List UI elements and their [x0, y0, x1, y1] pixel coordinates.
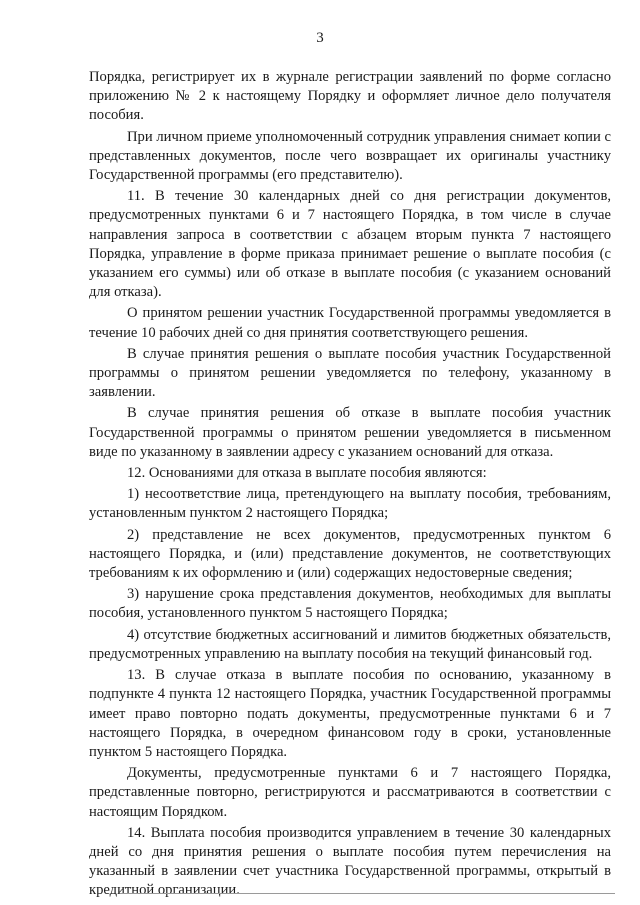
paragraph-ground-3: 3) нарушение срока представления документов, необходимых для выплаты пособия, установленного пунктом 5 настоящего Порядка;	[89, 586, 611, 622]
paragraph-refusal-notice: В случае принятия решения об отказе в выплате пособия участник Государственной программы о принятом решении уведомляется в письменном виде по указанному в заявлении адресу с указанием оснований для отказа.	[89, 405, 611, 460]
paragraph-personal-reception: При личном приеме уполномоченный сотрудник управления снимает копии с представленных документов, после чего возвращает их оригиналы участнику Государственной программы (его представителю).	[89, 128, 611, 184]
paragraph-item-13: 13. В случае отказа в выплате пособия по основанию, указанному в подпункте 4 пункта 12 настоящего Порядка, участник Государственной программы имеет право повторно подать документы, предусмотренные пунктами 6 и 7 настоящего Порядка, в очередном финансовом году в сроки, установленные пунктом 5 настоящего Порядка.	[89, 667, 611, 760]
paragraph-ground-4: 4) отсутствие бюджетных ассигнований и лимитов бюджетных обязательств, предусмотренных управлению на выплату пособия на текущий финансовый год.	[89, 626, 611, 662]
paragraph-resubmission: Документы, предусмотренные пунктами 6 и 7 настоящего Порядка, представленные повторно, регистрируются и рассматриваются в соответствии с настоящим Порядком.	[89, 765, 611, 820]
paragraph-ground-1: 1) несоответствие лица, претендующего на выплату пособия, требованиям, установленным пунктом 2 настоящего Порядка;	[89, 486, 611, 522]
paragraph-item-12: 12. Основаниями для отказа в выплате пособия являются:	[127, 465, 487, 482]
paragraph-notification-term: О принятом решении участник Государственной программы уведомляется в течение 10 рабочих дней со дня принятия соответствующего решения.	[89, 305, 611, 341]
paragraph-approval-notice: В случае принятия решения о выплате пособия участник Государственной программы о принятом решении уведомляется по телефону, указанному в заявлении.	[89, 345, 611, 401]
paragraph-continuation: Порядка, регистрирует их в журнале регистрации заявлений по форме согласно приложению № 2 к настоящему Порядку и оформляет личное дело получателя пособия.	[89, 69, 611, 124]
page-number: 3	[316, 30, 324, 46]
document-body	[89, 68, 611, 903]
paragraph-item-11: 11. В течение 30 календарных дней со дня регистрации документов, предусмотренных пунктами 6 и 7 настоящего Порядка, в том числе в случае направления запроса в соответствии с абзацем вторым пункта 7 настоящего Порядка, управление в форме приказа принимает решение о выплате пособия (с указанием его суммы) или об отказе в выплате пособия (с указанием оснований для отказа).	[89, 188, 611, 301]
bottom-divider	[120, 893, 615, 894]
paragraph-ground-2: 2) представление не всех документов, предусмотренных пунктом 6 настоящего Порядка, и (или) представление документов, не соответствующих требованиям к их оформлению и (или) содержащих недостоверные сведения;	[89, 526, 611, 582]
paragraph-item-14: 14. Выплата пособия производится управлением в течение 30 календарных дней со дня принятия решения о выплате пособия путем перечисления на указанный в заявлении счет участника Государственной программы, открытый в кредитной организации.	[89, 824, 611, 899]
